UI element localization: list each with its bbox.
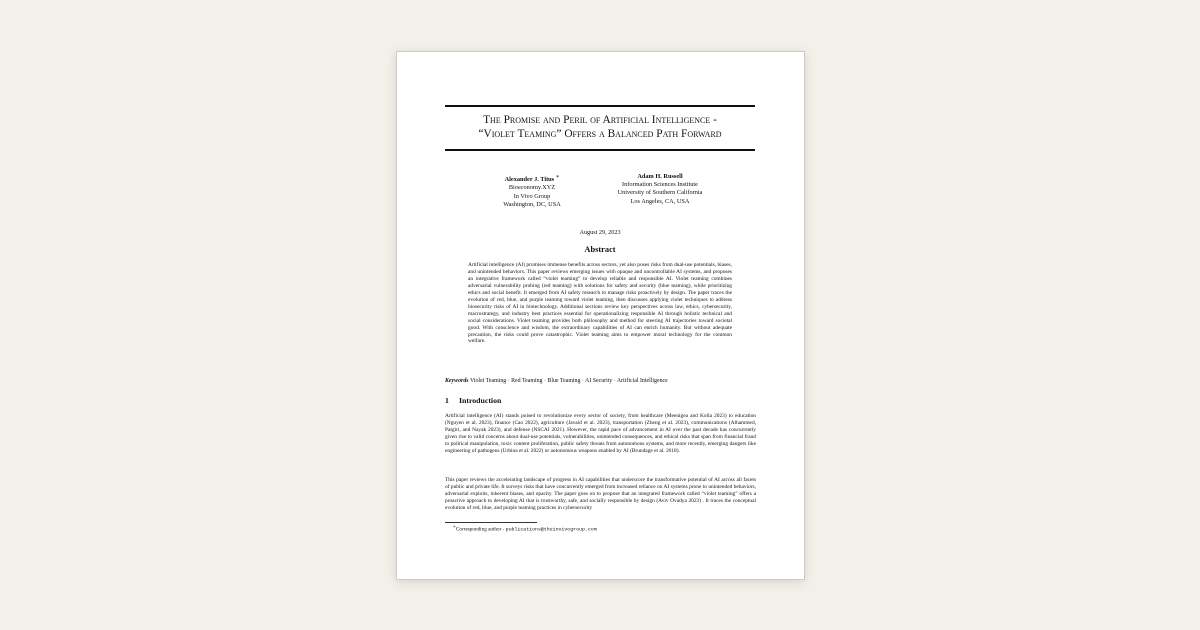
footnote-marker: ∗: [555, 174, 560, 180]
author-affiliation: Bioeconomy.XYZ: [508, 184, 556, 192]
publication-date: August 29, 2023: [579, 229, 621, 236]
title-top-rule: [445, 105, 755, 107]
author-affiliation: University of Southern California: [617, 189, 703, 197]
footnote: [453, 524, 597, 533]
abstract-text: Artificial intelligence (AI) promises immense benefits across sectors, yet also poses risks from dual-use potentials, biases, and unintended behaviors. This paper reviews emerging issues with opaque and uncontrollable AI systems, and proposes an integrative framework called “violet teaming” to develop reliable and responsible AI. Violet teaming combines adversarial vulnerability probing (red teaming) with solutions for safety and security (blue teaming), while prioritizing ethics and social benefit. It emerged from AI safety research to manage risks proactively by design. The paper traces the evolution of red, blue, and purple teaming toward violet teaming, then discusses applying violet techniques to address biosecurity risks of AI in biotechnology. Additional sections review key perspectives across law, ethics, cybersecurity, macrostrategy, and industry best practices essential for operationalizing responsible AI through holistic technical and social considerations. Violet teaming provides both philosophy and method for steering AI trajectories toward societal good. With conscience and wisdom, the extraordinary capabilities of AI can enrich humanity. But without adequate precaution, the risks could prove catastrophic. Violet teaming aims to empower moral technology for the common welfare.: [468, 262, 732, 345]
body-paragraph-1: Artificial intelligence (AI) stands poised to revolutionize every sector of society, from healthcare (Meenigea and Kolla 2023) to education (Nguyen et al. 2023), finance (Cao 2022), agriculture (Javaid et al. 2023), transportation (Zheng et al. 2023), communications (Alhammed, Patgiri, and Nayak 2023), and defense (NSCAI 2021). However, the rapid pace of advancement in AI over the past decade has concurrently given rise to valid concerns about dual-use potentials, vulnerabilities, unintended consequences, and ethical risks that span from financial fraud to political manipulation, toxic content proliferation, public safety threats from autonomous systems, and more recently, emerging dangers like engineering of pathogens (Urbina et al. 2022) or autonomous weapons enabled by AI (Brundage et al. 2018).: [445, 413, 756, 454]
author-affiliation: Information Sciences Institute: [622, 181, 698, 189]
body-paragraph-2: This paper reviews the accelerating landscape of progress in AI capabilities that underscore the transformative potential of AI across all facets of public and private life. It surveys risks that have concurrently emerged from increased reliance on AI systems prone to unintended behaviors, adversarial exploits, inherent biases, and opacity. The paper goes on to propose that an integrated framework called “violet teaming” offers a proactive approach to developing AI that is trustworthy, safe, and socially responsible by design (Aviv Ovadya 2023) . It traces the conceptual evolution of red, blue, and purple teaming practices in cybersecurity: [445, 477, 756, 511]
paper-title: [445, 113, 755, 141]
section-number: 1: [445, 396, 449, 405]
author-block-2: [605, 173, 715, 206]
title-line-2: “Violet Teaming” Offers a Balanced Path Forward: [478, 128, 722, 140]
footnote-mark: ∗: [453, 524, 456, 529]
keywords-label: Keywords: [445, 378, 469, 384]
keywords-line: [445, 378, 765, 384]
author-block-1: [487, 173, 577, 209]
footnote-rule: [445, 522, 537, 523]
author-affiliation: In Vivo Group: [513, 192, 551, 200]
section-heading: [445, 396, 765, 405]
footnote-email: publications@theinvivogroup.com: [505, 527, 597, 533]
paper-page: [396, 51, 805, 580]
section-title: Introduction: [459, 396, 502, 405]
title-line-1: The Promise and Peril of Artificial Intelligence -: [483, 114, 717, 126]
footnote-text: Corresponding author -: [455, 526, 506, 533]
author-name: Alexander J. Titus: [504, 176, 555, 184]
keywords-list: Violet Teaming · Red Teaming · Blue Teaming · AI Security · Artificial Intelligence: [469, 378, 668, 384]
author-location: Washington, DC, USA: [503, 200, 561, 208]
abstract-heading: Abstract: [584, 245, 616, 254]
title-bottom-rule: [445, 149, 755, 151]
author-location: Los Angeles, CA, USA: [630, 197, 690, 205]
author-name: Adam H. Russell: [637, 173, 683, 180]
